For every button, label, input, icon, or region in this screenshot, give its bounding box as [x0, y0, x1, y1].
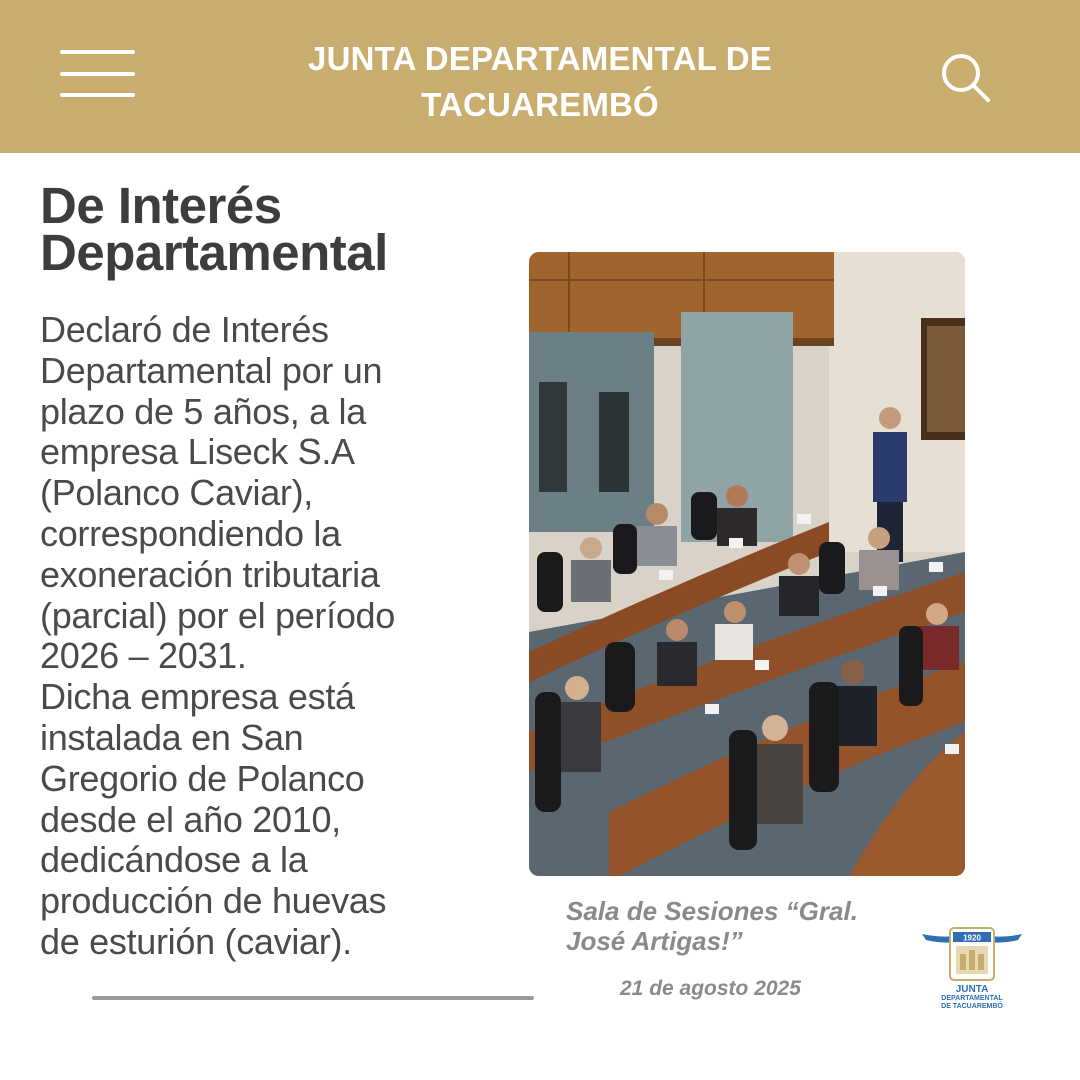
- photo-date: 21 de agosto 2025: [620, 977, 801, 1000]
- caption-line1: Sala de Sesiones “Gral.: [566, 896, 858, 926]
- article-body: Declaró de Interés Departamental por un plazo de 5 años, a la empresa Liseck S.A (Polanco Caviar), correspondiendo la exoneración tributaria (parcial) por el período 2026 – 2031. Dicha empresa está instalada en San Gregorio de Polanco desde el año 2010, dedicándose a la producción de huevas de esturión (caviar).: [40, 309, 395, 962]
- logo-line1: JUNTA: [955, 984, 989, 995]
- site-title-line1: JUNTA DEPARTAMENTAL DE: [308, 40, 772, 77]
- site-title-line2: TACUAREMBÓ: [421, 86, 659, 123]
- session-hall-photo: [529, 252, 965, 876]
- logo-line3: DE TACUAREMBÓ: [941, 1003, 1003, 1010]
- caption-line2: José Artigas!”: [566, 926, 743, 956]
- header-bar: [0, 0, 1080, 153]
- photo-caption: [566, 896, 926, 956]
- session-hall-illustration: [529, 252, 965, 876]
- logo-year: 1920: [963, 933, 981, 943]
- headline-line1: De Interés: [40, 177, 282, 234]
- logo-caption: [922, 984, 1022, 1011]
- divider: [92, 996, 534, 1000]
- logo-line2: DEPARTAMENTAL: [941, 995, 1003, 1002]
- site-title: [240, 36, 840, 128]
- headline-line2: Departamental: [40, 224, 388, 281]
- menu-icon[interactable]: [60, 50, 135, 98]
- search-icon[interactable]: [940, 52, 992, 104]
- article-headline: [40, 177, 510, 281]
